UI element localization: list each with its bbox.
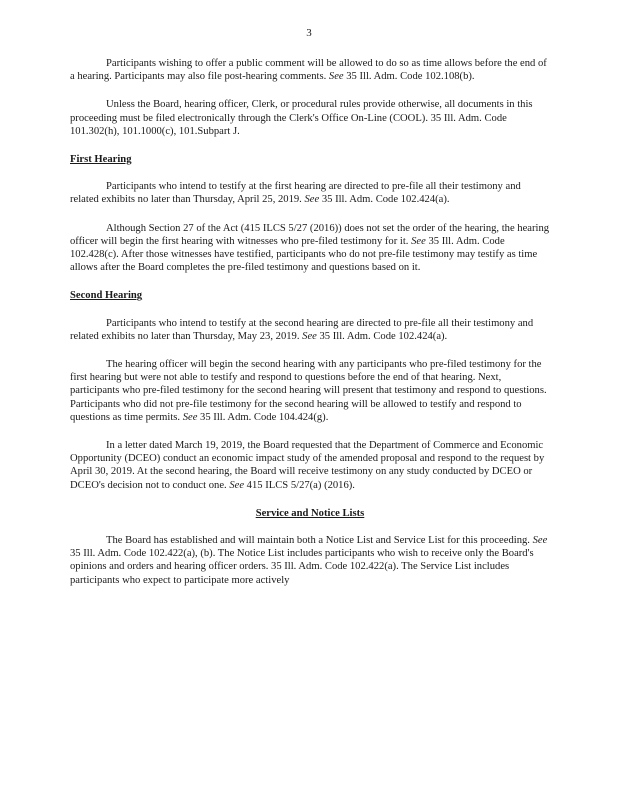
heading-service-notice-lists: Service and Notice Lists [255, 507, 365, 519]
paragraph-first-hearing-order: Although Section 27 of the Act (415 ILCS 5/27 (2016)) does not set the order of the hearing, the hearing officer will begin the first hearing with witnesses who pre-filed testimony for it. See 35 Ill. Adm. Code 102.428(c). After those witnesses have testified, participants who do not pre-file testimony may testify as time allows after the Board completes the pre-filed testimony and questions based on it. [70, 222, 550, 274]
heading-first-hearing: First Hearing [70, 154, 132, 166]
paragraph-service-notice-lists: The Board has established and will maintain both a Notice List and Service List for this proceeding. See 35 Ill. Adm. Code 102.422(a), (b). The Notice List includes participants who wish to receive only the Board's opinions and orders and hearing officer orders. 35 Ill. Adm. Code 102.422(a). The Service List includes participants who expect to participate more actively [70, 535, 548, 586]
heading-second-hearing: Second Hearing [70, 290, 143, 302]
paragraph-second-hearing-prefile: Participants who intend to testify at the second hearing are directed to pre-file all their testimony and related exhibits no later than Thursday, May 23, 2019. See 35 Ill. Adm. Code 102.424(a). [70, 317, 534, 342]
page-number: 3 [306, 27, 312, 39]
paragraph-public-comment: Participants wishing to offer a public comment will be allowed to do so as time allows before the end of a hearing. Participants may also file post-hearing comments. See 35 Ill. Adm. Code 102.108(b). [70, 58, 547, 83]
paragraph-second-hearing-order: The hearing officer will begin the second hearing with any participants who pre-filed testimony for the first hearing but were not able to testify and respond to questions before the end of that hearing. Next, participants who pre-filed testimony for the second hearing will present that testimony and respond to questions. Participants who did not pre-file testimony for the second hearing will be allowed to testify and respond to questions as time permits. See 35 Ill. Adm. Code 104.424(g). [70, 359, 547, 423]
document-body [70, 57, 550, 602]
paragraph-first-hearing-prefile: Participants who intend to testify at the first hearing are directed to pre-file all their testimony and related exhibits no later than Thursday, April 25, 2019. See 35 Ill. Adm. Code 102.424(a). [70, 181, 521, 206]
paragraph-dceo-study: In a letter dated March 19, 2019, the Board requested that the Department of Commerce and Economic Opportunity (DCEO) conduct an economic impact study of the amended proposal and respond to the request by April 30, 2019. At the second hearing, the Board will receive testimony on any study conducted by DCEO or DCEO's decision not to conduct one. See 415 ILCS 5/27(a) (2016). [70, 440, 545, 491]
paragraph-electronic-filing: Unless the Board, hearing officer, Clerk, or procedural rules provide otherwise, all documents in this proceeding must be filed electronically through the Clerk's Office On-Line (COOL). 35 Ill. Adm. Code 101.302(h), 101.1000(c), 101.Subpart J. [70, 99, 533, 137]
